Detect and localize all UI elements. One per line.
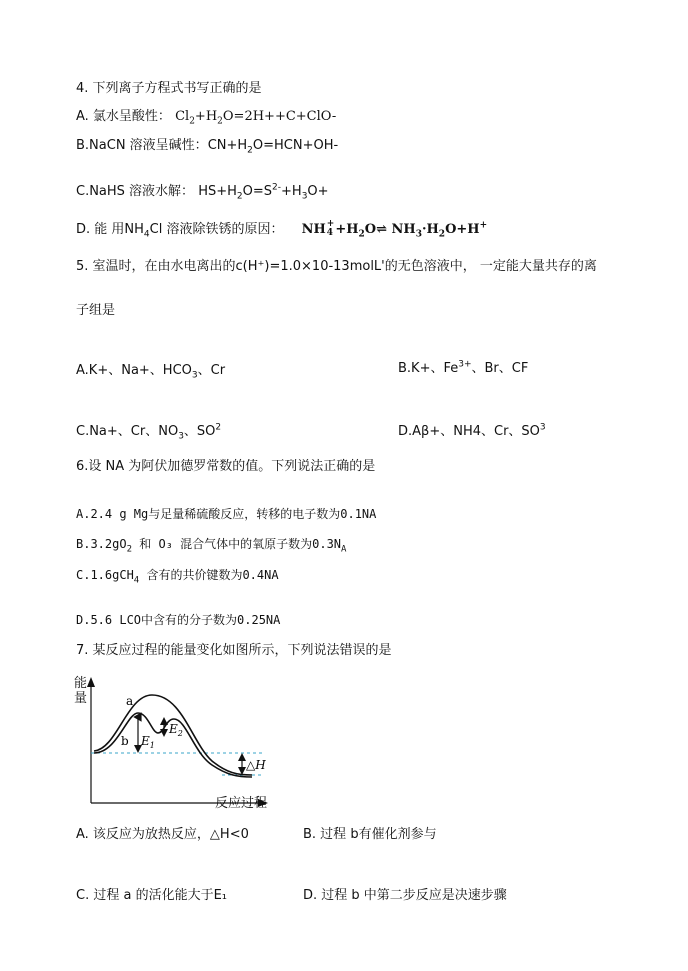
q5-option-c: C.Na+、Cr、$NO_3$、$SO^2$: [76, 422, 222, 442]
q5-stem-line2: 子组是: [76, 303, 116, 318]
q4-option-a: [76, 108, 336, 126]
q7-stem: 7. 某反应过程的能量变化如图所示，下列说法错误的是: [76, 643, 392, 658]
q7-option-a: A. 该反应为放热反应，△H<0: [76, 827, 249, 842]
dh-arrow-tail: [238, 753, 246, 761]
q4-c-prefix: C.NaHS 溶液水解：: [76, 184, 195, 199]
curve-b-label: b: [121, 734, 129, 748]
q5-option-d: D.Aβ+、NH4、Cr、$SO^3$: [398, 422, 546, 439]
q4-option-b: [76, 137, 338, 155]
q4-option-c: [76, 183, 329, 201]
q6-option-d: D.5.6 LCO中含有的分子数为0.25NA: [76, 613, 281, 627]
q4-c-equation: $HS+H_2O=S^{2-}+H_3O+$: [198, 182, 329, 202]
q4-d-prefix: D. 能 用$NH_4Cl$ 溶液除铁锈的原因：: [76, 221, 284, 240]
q4-a-equation: $Cl_2+H_2O=2H++C+ClO-$: [175, 109, 337, 127]
q5-option-a: A.K+、Na+、$HCO_3$、Cr: [76, 363, 226, 381]
q6-option-c: C.1.6gCH$_4$ 含有的共价键数为0.4NA: [76, 568, 279, 586]
dh-label: △H: [246, 758, 266, 772]
q7-option-d: D. 过程 b 中第二步反应是决速步骤: [303, 888, 507, 903]
q5-option-b: B.K+、$Fe^{3+}$、Br、CF: [398, 359, 529, 376]
q5-stem-line1: 5. 室温时，在由水电离出的c(H⁺)=1.0×10-13molL'的无色溶液中， 一定能大量共存的离: [76, 259, 597, 274]
q4-option-d: [76, 220, 487, 239]
y-axis-label: 能 量: [74, 676, 88, 706]
e2-arrow-tail: [160, 729, 168, 737]
q6-stem: 6.设 NA 为阿伏加德罗常数的值。下列说法正确的是: [76, 459, 376, 474]
e2-arrow-head: [160, 717, 168, 725]
q4-b-equation: $CN+H_2O=HCN+OH-$: [207, 138, 339, 156]
y-axis-arrow: [87, 677, 95, 687]
energy-diagram: [72, 673, 272, 813]
q4-d-equation: NH + 4 $+H_2O\rightleftharpoons$ $NH_3\cdot H_2O+H^+$: [301, 219, 488, 240]
q6-option-b: $B.3.2gO_2$ 和 O₃ 混合气体中的氧原子数为$0.3N_A$: [76, 537, 347, 555]
q4-a-prefix: A. 氯水呈酸性：: [76, 109, 171, 124]
e1-label: $E_1$: [141, 734, 155, 750]
q7-option-b: B. 过程 b有催化剂参与: [303, 827, 437, 842]
q7-option-c: C. 过程 a 的活化能大于E₁: [76, 888, 227, 903]
x-axis-label: 反应过程: [215, 796, 268, 811]
e2-label: $E_2$: [169, 722, 183, 738]
q6-option-a: A.2.4 g Mg与足量稀硫酸反应，转移的电子数为0.1NA: [76, 507, 377, 521]
curve-a-label: a: [126, 694, 134, 708]
q4-b-prefix: B.NaCN 溶液呈碱性：: [76, 138, 208, 153]
q4-stem: 4. 下列离子方程式书写正确的是: [76, 81, 262, 96]
